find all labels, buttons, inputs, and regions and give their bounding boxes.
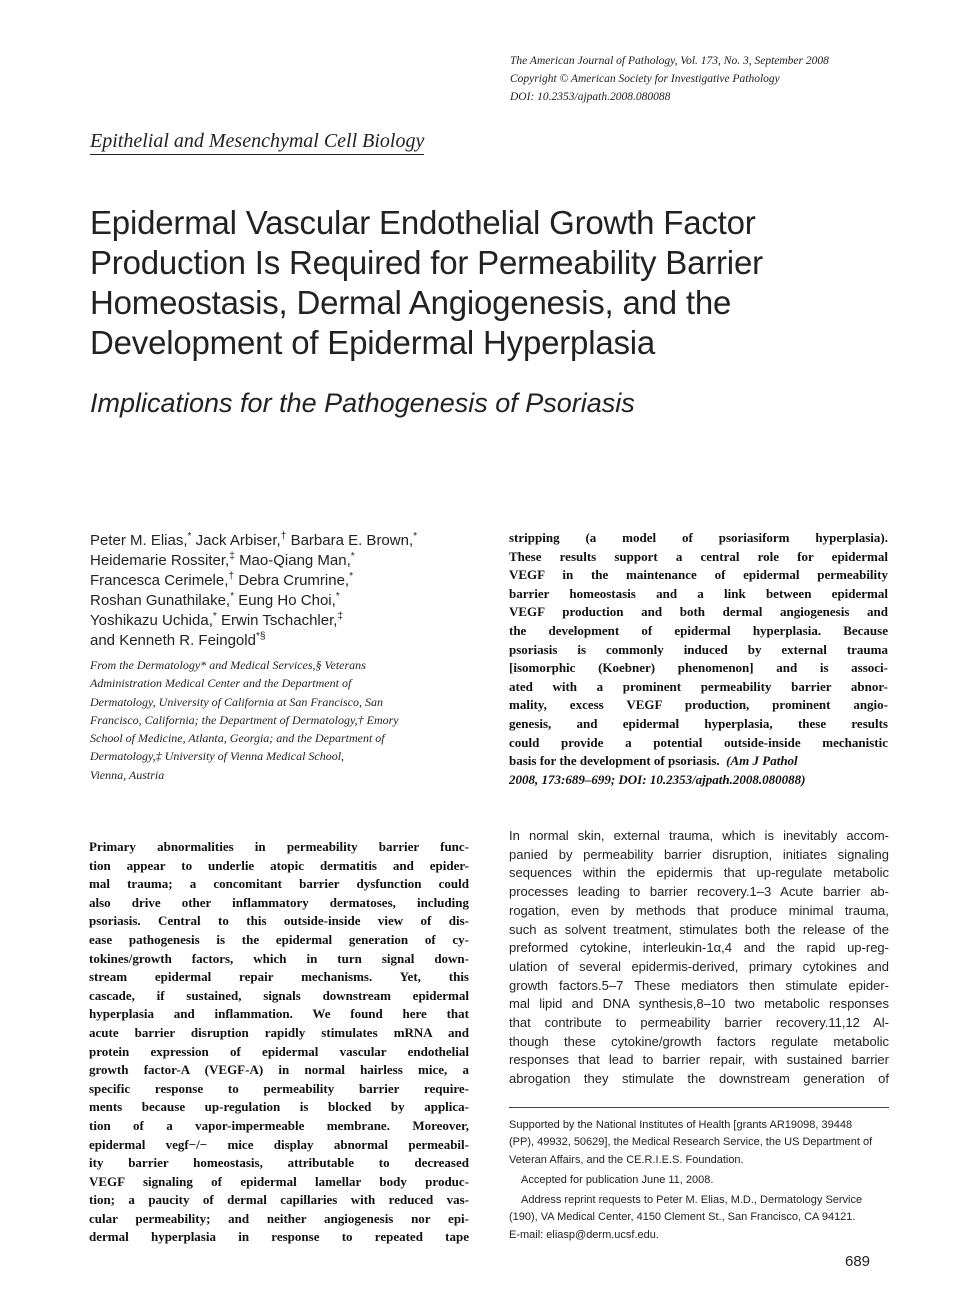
- author-name: Roshan Gunathilake,: [90, 592, 231, 609]
- abstract-line: tion of a vapor-impermeable membrane. Moreover,: [89, 1117, 469, 1133]
- body-line: that contribute to permeability barrier recovery.11,12 Al-: [509, 1015, 889, 1031]
- footnote-line: Supported by the National Institutes of Health [grants AR19098, 39448: [509, 1119, 853, 1131]
- abstract-line: psoriasis is commonly induced by external trauma: [509, 641, 888, 657]
- journal-header: [510, 52, 950, 106]
- abstract-line: growth factor-A (VEGF-A) in normal hairless mice, a: [89, 1062, 469, 1078]
- author-line: [90, 551, 490, 571]
- abstract-line: could provide a potential outside-inside mechanistic: [509, 734, 888, 750]
- abstract-left-column: [89, 838, 469, 1247]
- author-mark: *: [230, 591, 235, 602]
- author-name: Barbara E. Brown,: [290, 532, 414, 549]
- author-name: Eung Ho Choi,: [238, 592, 336, 609]
- author-mark: *: [187, 531, 192, 542]
- article-title: [90, 203, 910, 363]
- author-mark: †: [228, 571, 235, 582]
- body-line: preformed cytokine, interleukin-1α,4 and the rapid up-reg-: [509, 940, 889, 956]
- footnote-line: (190), VA Medical Center, 4150 Clement St., San Francisco, CA 94121.: [509, 1211, 856, 1224]
- abstract-line: [509, 752, 888, 771]
- footnote-line: (PP), 49932, 50629], the Medical Research Service, the US Department of: [509, 1136, 873, 1149]
- author-name: Peter M. Elias,: [90, 532, 188, 549]
- author-name: Mao-Qiang Man,: [239, 552, 351, 569]
- section-heading: Epithelial and Mesenchymal Cell Biology: [90, 130, 424, 155]
- body-line: though these cytokine/growth factors regulate metabolic: [509, 1033, 889, 1049]
- author-line: [90, 571, 490, 591]
- abstract-line: stripping (a model of psoriasiform hyperplasia).: [509, 530, 888, 545]
- page-number: 689: [845, 1253, 871, 1270]
- abstract-line: tion; a paucity of dermal capillaries with reduced vas-: [89, 1192, 469, 1208]
- abstract-line: VEGF in the maintenance of epidermal permeability: [509, 567, 888, 583]
- body-line: ulation of several epidermis-derived, primary cytokines and: [509, 958, 889, 974]
- author-mark: *: [413, 531, 418, 542]
- author-name: Erwin Tschachler,: [221, 612, 338, 629]
- author-line: [90, 611, 490, 631]
- abstract-line: stream epidermal repair mechanisms. Yet, this: [89, 969, 469, 985]
- author-line: [90, 531, 490, 551]
- footnotes: [509, 1117, 889, 1244]
- abstract-line: hyperplasia and inflammation. We found here that: [89, 1006, 469, 1022]
- footnote-line: Veteran Affairs, and the CE.R.I.E.S. Foundation.: [509, 1153, 744, 1166]
- affiliation-line: Dermatology, University of California at San Francisco, San: [90, 694, 383, 709]
- footnote-line: Address reprint requests to Peter M. Elias, M.D., Dermatology Service: [521, 1194, 863, 1207]
- affiliation-line: Vienna, Austria: [90, 767, 165, 782]
- affiliation-line: School of Medicine, Atlanta, Georgia; and the Department of: [90, 731, 385, 746]
- abstract-line: Primary abnormalities in permeability barrier func-: [89, 839, 469, 854]
- abstract-line: ease pathogenesis is the epidermal generation of cy-: [89, 931, 469, 947]
- author-name: Francesca Cerimele,: [90, 572, 229, 589]
- body-line: panied by permeability barrier disruption, initiates signaling: [509, 846, 889, 862]
- author-mark: *: [350, 551, 355, 562]
- abstract-line: dermal hyperplasia in response to repeated tape: [89, 1229, 469, 1245]
- abstract-citation: [509, 771, 888, 790]
- accepted-date: Accepted for publication June 11, 2008.: [521, 1173, 714, 1186]
- abstract-line: cular permeability; and neither angiogenesis nor epi-: [89, 1210, 469, 1226]
- body-line: In normal skin, external trauma, which is inevitably accom-: [509, 828, 889, 843]
- author-name: Heidemarie Rossiter,: [90, 552, 230, 569]
- author-mark: †: [280, 531, 287, 542]
- title-line: Epidermal Vascular Endothelial Growth Factor: [90, 204, 756, 241]
- abstract-line: barrier homeostasis and a link between epidermal: [509, 585, 888, 601]
- journal-copyright: Copyright © American Society for Investigative Pathology: [510, 73, 780, 85]
- author-name: Debra Crumrine,: [238, 572, 350, 589]
- abstract-line: ments because up-regulation is blocked by applica-: [89, 1099, 469, 1115]
- body-line: growth factors.5–7 These mediators then stimulate epider-: [509, 977, 889, 993]
- abstract-citation-end: 2008, 173:689–699; DOI: 10.2353/ajpath.2008.080088): [509, 771, 806, 787]
- body-line: mal lipid and DNA synthesis,8–10 two metabolic responses: [509, 996, 889, 1012]
- abstract-line: epidermal vegf−/− mice display abnormal permeabil-: [89, 1136, 469, 1152]
- abstract-line: specific response to permeability barrier require-: [89, 1080, 469, 1096]
- abstract-line-text: basis for the development of psoriasis.: [509, 753, 720, 769]
- abstract-line: mality, excess VEGF production, prominent angio-: [509, 697, 888, 713]
- abstract-line: These results support a central role for epidermal: [509, 548, 888, 564]
- abstract-line: also drive other inflammatory dermatoses, including: [89, 894, 469, 910]
- abstract-right-column: [509, 529, 888, 789]
- affiliation-line: Dermatology,‡ University of Vienna Medical School,: [90, 749, 345, 764]
- body-line: abrogation they stimulate the downstream generation of: [509, 1071, 889, 1087]
- abstract-line: [isomorphic (Koebner) phenomenon] and is associ-: [509, 660, 888, 676]
- title-line: Production Is Required for Permeability Barrier: [90, 244, 763, 281]
- author-mark: *§: [255, 631, 266, 642]
- affiliation-line: From the Dermatology* and Medical Services,§ Veterans: [90, 658, 366, 672]
- body-line: processes leading to barrier recovery.1–3 Acute barrier ab-: [509, 884, 889, 900]
- abstract-line: ated with a prominent permeability barrier abnor-: [509, 678, 888, 694]
- affiliation-line: Administration Medical Center and the Department of: [90, 676, 352, 691]
- body-line: such as solvent treatment, stimulates both the release of the: [509, 921, 889, 937]
- author-mark: ‡: [337, 611, 344, 622]
- affiliation-line: Francisco, California; the Department of Dermatology,† Emory: [90, 712, 399, 727]
- abstract-line: genesis, and epidermal hyperplasia, these results: [509, 715, 888, 731]
- author-name: Yoshikazu Uchida,: [90, 612, 213, 629]
- author-mark: *: [212, 611, 217, 622]
- abstract-line: tokines/growth factors, which in turn signal down-: [89, 950, 469, 966]
- abstract-line: psoriasis. Central to this outside-inside view of dis-: [89, 913, 469, 929]
- abstract-line: cascade, if sustained, signals downstream epidermal: [89, 987, 469, 1003]
- abstract-line: VEGF signaling of epidermal lamellar body produc-: [89, 1173, 469, 1189]
- abstract-line: acute barrier disruption rapidly stimulates mRNA and: [89, 1024, 469, 1040]
- body-line: responses that lead to barrier repair, with sustained barrier: [509, 1052, 889, 1068]
- title-line: Homeostasis, Dermal Angiogenesis, and the: [90, 284, 732, 321]
- body-line: sequences within the epidermis that up-regulate metabolic: [509, 865, 889, 881]
- abstract-line: tion appear to underlie atopic dermatitis and epider-: [89, 857, 469, 873]
- journal-citation: The American Journal of Pathology, Vol. 173, No. 3, September 2008: [510, 55, 829, 67]
- abstract-line: mal trauma; a concomitant barrier dysfunction could: [89, 876, 469, 892]
- title-line: Development of Epidermal Hyperplasia: [90, 324, 656, 361]
- author-name: Jack Arbiser,: [195, 532, 281, 549]
- author-line: [90, 631, 490, 651]
- affiliations: [90, 656, 475, 784]
- article-subtitle: Implications for the Pathogenesis of Psoriasis: [90, 388, 635, 418]
- author-mark: *: [349, 571, 354, 582]
- abstract-citation-start: (Am J Pathol: [726, 753, 798, 769]
- body-line: rogation, even by methods that produce minimal trauma,: [509, 902, 889, 918]
- author-line: [90, 591, 490, 611]
- author-list: [90, 531, 490, 651]
- author-mark: *: [335, 591, 340, 602]
- abstract-line: VEGF production and both dermal angiogenesis and: [509, 604, 888, 620]
- abstract-line: the development of epidermal hyperplasia. Because: [509, 622, 888, 638]
- footnote-line: E-mail: eliasp@derm.ucsf.edu.: [509, 1228, 659, 1241]
- author-name: and Kenneth R. Feingold: [90, 632, 256, 649]
- abstract-line: ity barrier homeostasis, attributable to decreased: [89, 1155, 469, 1171]
- abstract-line: protein expression of epidermal vascular endothelial: [89, 1043, 469, 1059]
- author-mark: ‡: [229, 551, 235, 562]
- introduction-text: [509, 827, 889, 1089]
- footnote-divider: [509, 1107, 889, 1108]
- journal-doi: DOI: 10.2353/ajpath.2008.080088: [510, 91, 671, 103]
